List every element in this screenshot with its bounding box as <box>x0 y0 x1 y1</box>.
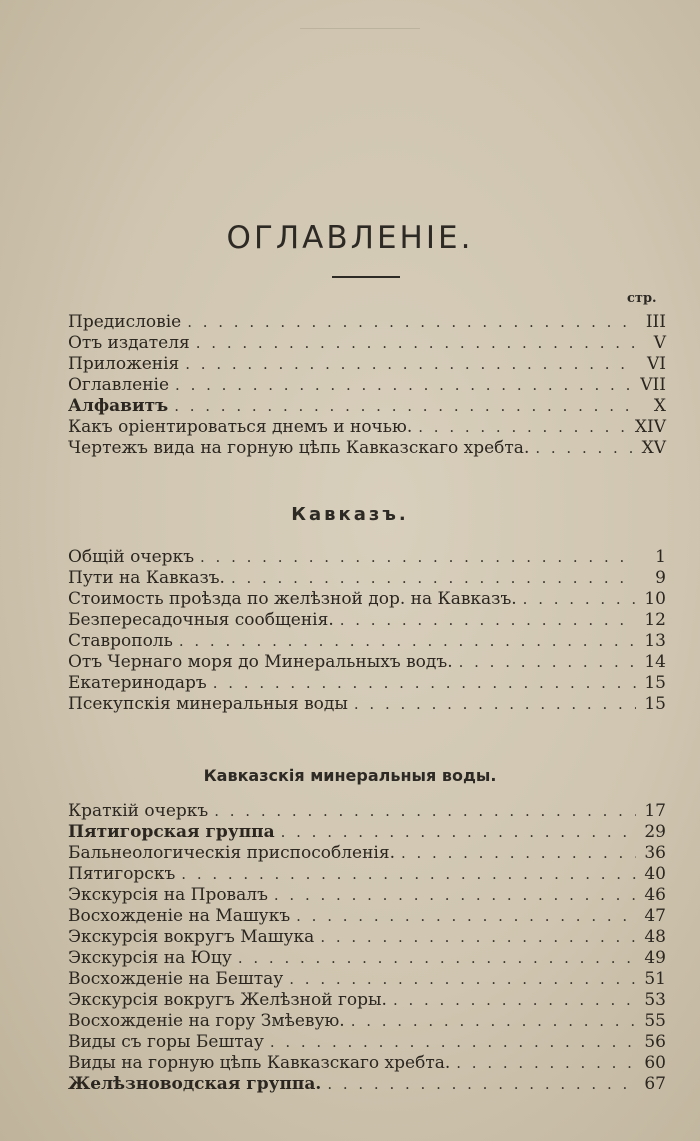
toc-entry <box>68 652 666 673</box>
toc-entry <box>68 547 666 568</box>
toc-entry-title: Псекупскія минеральныя воды <box>68 694 348 714</box>
dot-leader <box>354 694 636 715</box>
toc-entry-page: 48 <box>644 927 666 947</box>
dot-leader <box>196 333 636 354</box>
dot-leader <box>340 610 636 631</box>
toc-entry-page: 40 <box>644 864 666 884</box>
toc-entry-page: 9 <box>655 568 666 588</box>
toc-entry <box>68 568 666 589</box>
toc-entry-title: Отъ издателя <box>68 333 190 353</box>
toc-entry-page: 55 <box>644 1011 666 1031</box>
toc-entry <box>68 333 666 354</box>
toc-entry-title: Краткій очеркъ <box>68 801 209 821</box>
toc-entry-page: 46 <box>644 885 666 905</box>
toc-entry <box>68 864 666 885</box>
toc-entry-title: Ставрополь <box>68 631 173 651</box>
toc-entry-page: 1 <box>655 547 666 567</box>
toc-entry <box>68 354 666 375</box>
bleed-through-mark <box>300 28 420 47</box>
toc-entry-title: Пятигорскъ <box>68 864 176 884</box>
toc-entry-title: Отъ Чернаго моря до Минеральныхъ водъ. <box>68 652 453 672</box>
dot-leader <box>174 396 636 417</box>
toc-entry <box>68 1011 666 1032</box>
toc-entry-title: Пятигорская группа <box>68 822 275 842</box>
toc-entry-page: 15 <box>644 673 666 693</box>
dot-leader <box>289 969 636 990</box>
toc-entry <box>68 927 666 948</box>
toc-entry-page: 10 <box>644 589 666 609</box>
dot-leader <box>523 589 636 610</box>
toc-entry <box>68 969 666 990</box>
toc-entry <box>68 417 666 438</box>
dot-leader <box>320 927 636 948</box>
toc-entry-title: Безпересадочныя сообщенія. <box>68 610 334 630</box>
dot-leader <box>175 375 634 396</box>
dot-leader <box>281 822 636 843</box>
toc-entry-page: 12 <box>644 610 666 630</box>
dot-leader <box>200 547 636 568</box>
toc-entry-page: 36 <box>644 843 666 863</box>
toc-entry <box>68 843 666 864</box>
toc-entry-title: Экскурсія вокругъ Желѣзной горы. <box>68 990 387 1010</box>
toc-entry <box>68 312 666 333</box>
toc-entry-title: Предисловіе <box>68 312 182 332</box>
toc-entry <box>68 1053 666 1074</box>
dot-leader <box>401 843 636 864</box>
toc-entry-page: 51 <box>644 969 666 989</box>
dot-leader <box>456 1053 636 1074</box>
toc-entry <box>68 438 666 459</box>
toc-entry-page: 15 <box>644 694 666 714</box>
toc-entry-title: Экскурсія вокругъ Машука <box>68 927 315 947</box>
toc-entry-page: 47 <box>644 906 666 926</box>
toc-entry <box>68 801 666 822</box>
toc-entry-title: Восхожденіе на Машукъ <box>68 906 291 926</box>
toc-entry-title: Бальнеологическія приспособленія. <box>68 843 395 863</box>
toc-entry-page: 29 <box>644 822 666 842</box>
dot-leader <box>187 312 636 333</box>
toc-entry <box>68 673 666 694</box>
toc-entry-title: Пути на Кавказъ. <box>68 568 225 588</box>
toc-entry <box>68 885 666 906</box>
page-column-label: стр. <box>627 291 657 306</box>
toc-entry-title: Восхожденіе на Бештау <box>68 969 284 989</box>
toc-entry <box>68 990 666 1011</box>
dot-leader <box>179 631 636 652</box>
title-rule <box>332 276 400 278</box>
toc-entry-page: XIV <box>634 417 666 437</box>
toc-entry <box>68 589 666 610</box>
toc-entry-title: Виды на горную цѣпь Кавказскаго хребта. <box>68 1053 451 1073</box>
dot-leader <box>327 1074 636 1095</box>
toc-entry <box>68 694 666 715</box>
toc-entry <box>68 948 666 969</box>
toc-entry <box>68 375 666 396</box>
toc-entry-title: Общій очеркъ <box>68 547 195 567</box>
dot-leader <box>238 948 636 969</box>
toc-entry-page: III <box>645 312 666 332</box>
toc-entry-title: Восхожденіе на гору Змѣевую. <box>68 1011 345 1031</box>
dot-leader <box>270 1032 636 1053</box>
toc-entry-page: 67 <box>644 1074 666 1094</box>
toc-entry <box>68 396 666 417</box>
page-title: ОГЛАВЛЕНІЕ. <box>226 220 474 256</box>
toc-entry-page: 13 <box>644 631 666 651</box>
toc-entry <box>68 1032 666 1053</box>
toc-entry-page: VI <box>647 354 666 374</box>
dot-leader <box>274 885 636 906</box>
toc-entry-page: 17 <box>644 801 666 821</box>
toc-entry-title: Алфавитъ <box>68 396 169 416</box>
dot-leader <box>393 990 636 1011</box>
toc-entry-title: Стоимость проѣзда по желѣзной дор. на Кавказъ. <box>68 589 517 609</box>
toc-entry-title: Желѣзноводская группа. <box>68 1074 322 1094</box>
toc-entry-page: VII <box>640 375 666 395</box>
toc-entry <box>68 610 666 631</box>
dot-leader <box>418 417 629 438</box>
front-matter-list <box>68 312 666 459</box>
toc-entry-title: Оглавленіе <box>68 375 170 395</box>
dot-leader <box>213 673 636 694</box>
mineral-waters-list <box>68 801 666 1095</box>
dot-leader <box>214 801 636 822</box>
toc-entry <box>68 631 666 652</box>
toc-entry-page: V <box>653 333 666 353</box>
toc-entry-page: X <box>653 396 666 416</box>
toc-entry-page: 60 <box>644 1053 666 1073</box>
dot-leader <box>351 1011 636 1032</box>
dot-leader <box>535 438 635 459</box>
dot-leader <box>296 906 636 927</box>
dot-leader <box>459 652 636 673</box>
toc-entry-title: Какъ оріентироваться днемъ и ночью. <box>68 417 413 437</box>
toc-entry-page: 53 <box>644 990 666 1010</box>
toc-entry-page: 14 <box>644 652 666 672</box>
toc-entry-title: Экскурсія на Провалъ <box>68 885 268 905</box>
toc-entry-title: Виды съ горы Бештау <box>68 1032 264 1052</box>
section-heading-caucasus: Кавказъ. <box>291 504 409 525</box>
dot-leader <box>185 354 636 375</box>
toc-entry <box>68 1074 666 1095</box>
caucasus-list <box>68 547 666 715</box>
toc-entry-page: 49 <box>644 948 666 968</box>
dot-leader <box>231 568 636 589</box>
toc-entry-title: Чертежъ вида на горную цѣпь Кавказскаго хребта. <box>68 438 530 458</box>
toc-entry-page: XV <box>641 438 666 458</box>
toc-entry-page: 56 <box>644 1032 666 1052</box>
toc-entry <box>68 822 666 843</box>
toc-entry <box>68 906 666 927</box>
dot-leader <box>181 864 636 885</box>
toc-entry-title: Екатеринодаръ <box>68 673 207 693</box>
toc-entry-title: Экскурсія на Юцу <box>68 948 232 968</box>
section-heading-mineral-waters: Кавказскія минеральныя воды. <box>203 766 497 785</box>
toc-entry-title: Приложенія <box>68 354 180 374</box>
